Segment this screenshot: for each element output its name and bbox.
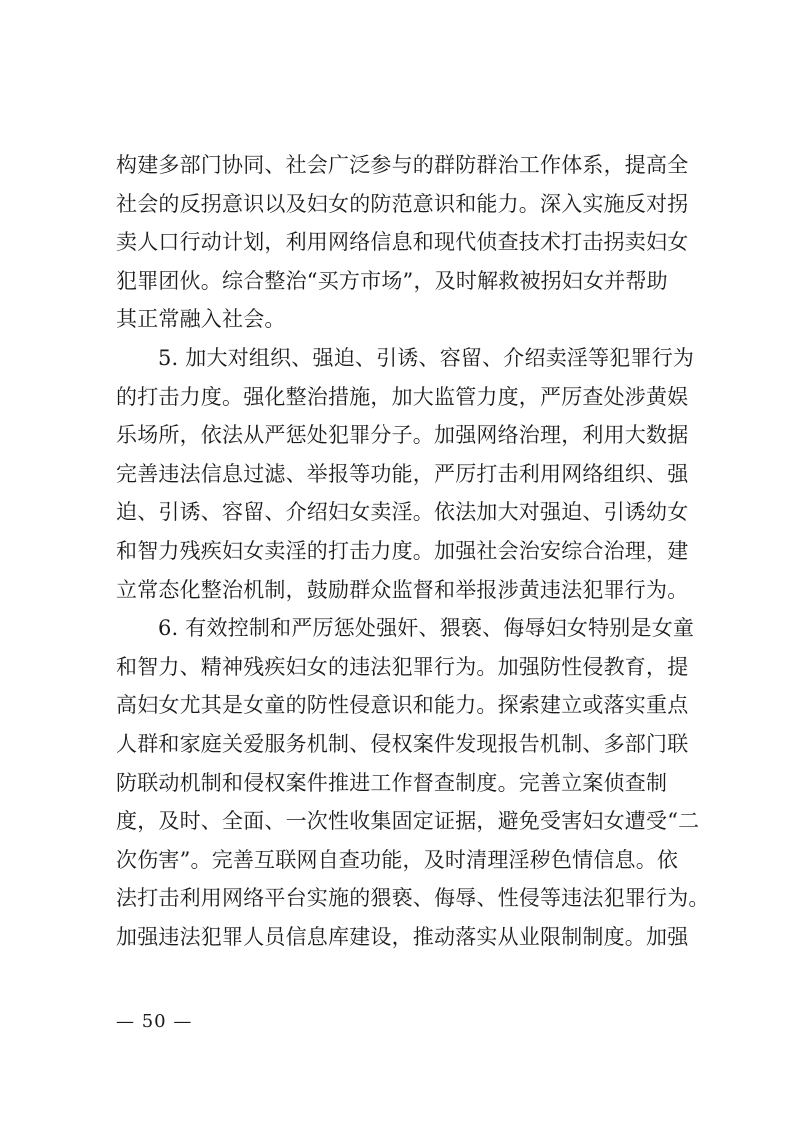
text-line: 其正常融入社会。 (116, 307, 286, 332)
text-line: 乐场所，依法从严惩处犯罪分子。加强网络治理，利用大数据 (116, 423, 689, 448)
text-line: 犯罪团伙。综合整治“买方市场”，及时解救被拐妇女并帮助 (116, 268, 668, 293)
text-line: 高妇女尤其是女童的防性侵意识和能力。探索建立或落实重点 (116, 693, 689, 718)
text-line: 迫、引诱、容留、介绍妇女卖淫。依法加大对强迫、引诱幼女 (116, 500, 689, 525)
body-text (116, 146, 710, 956)
text-line: 防联动机制和侵权案件推进工作督查制度。完善立案侦查制 (116, 770, 668, 795)
text-line: 构建多部门协同、社会广泛参与的群防群治工作体系，提高全 (116, 153, 689, 177)
text-line: 加强违法犯罪人员信息库建设，推动落实从业限制制度。加强 (116, 924, 689, 949)
text-line: 度，及时、全面、一次性收集固定证据，避免受害妇女遭受“二 (116, 809, 700, 834)
text-line: 卖人口行动计划，利用网络信息和现代侦查技术打击拐卖妇女 (116, 230, 689, 255)
page-number: — 50 — (116, 1011, 193, 1032)
text-line: 社会的反拐意识以及妇女的防范意识和能力。深入实施反对拐 (116, 191, 689, 216)
text-line: 和智力残疾妇女卖淫的打击力度。加强社会治安综合治理，建 (116, 538, 689, 563)
text-line: 和智力、精神残疾妇女的违法犯罪行为。加强防性侵教育，提 (116, 654, 689, 679)
text-line: 的打击力度。强化整治措施，加大监管力度，严厉查处涉黄娱 (116, 384, 689, 409)
text-line: 6. 有效控制和严厉惩处强奸、猥亵、侮辱妇女特别是女童 (158, 616, 695, 641)
text-line: 次伤害”。完善互联网自查功能，及时清理淫秽色情信息。依 (116, 847, 679, 872)
text-line: 完善违法信息过滤、举报等功能，严厉打击利用网络组织、强 (116, 461, 689, 486)
text-line: 立常态化整治机制，鼓励群众监督和举报涉黄违法犯罪行为。 (116, 577, 689, 602)
text-line: 5. 加大对组织、强迫、引诱、容留、介绍卖淫等犯罪行为 (158, 345, 695, 370)
text-line: 法打击利用网络平台实施的猥亵、侮辱、性侵等违法犯罪行为。 (116, 886, 710, 911)
text-line: 人群和家庭关爱服务机制、侵权案件发现报告机制、多部门联 (116, 731, 689, 756)
